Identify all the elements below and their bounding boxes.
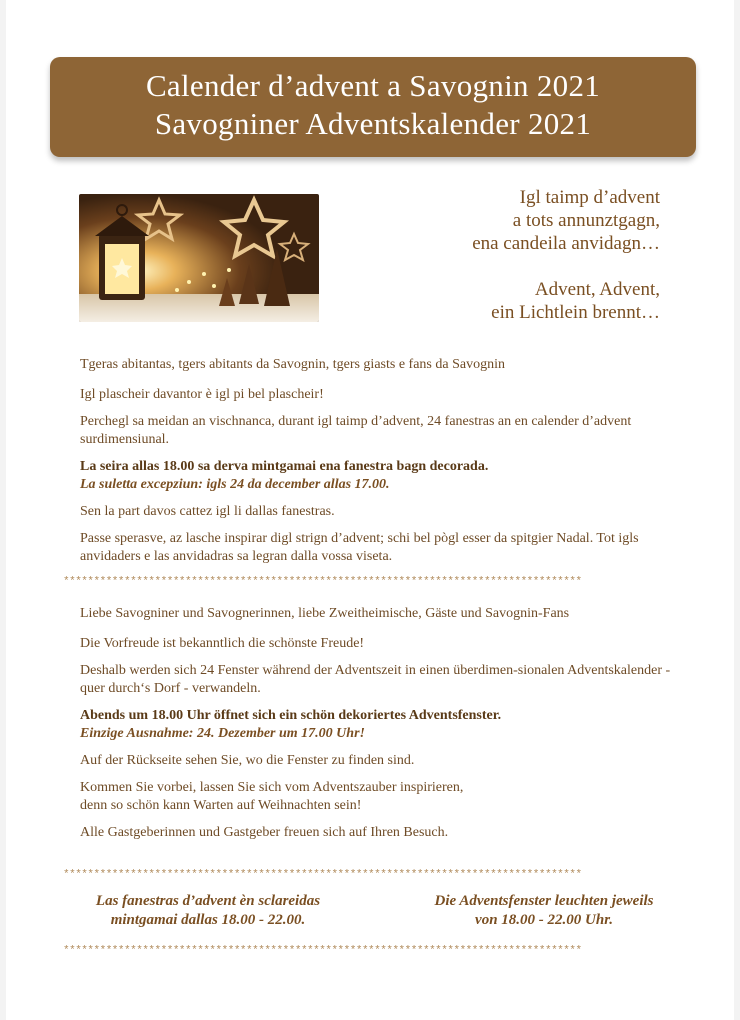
footer-german — [384, 892, 704, 930]
poem-line: Igl taimp d’advent — [519, 187, 660, 208]
footer-romansh — [58, 892, 358, 930]
german-paragraph: Alle Gastgeberinnen und Gastgeber freuen sich auf Ihren Besuch. — [80, 825, 449, 840]
german-paragraph: Auf der Rückseite sehen Sie, wo die Fenster zu finden sind. — [80, 753, 415, 768]
poem-line: a tots annunztgagn, — [512, 210, 660, 231]
advent-poem — [330, 186, 660, 324]
german-section — [80, 605, 680, 851]
german-greeting: Liebe Savogniner und Savognerinnen, liebe Zweitheimische, Gäste und Savognin-Fans — [80, 606, 570, 621]
flyer-page — [6, 0, 734, 1020]
german-paragraph — [80, 779, 680, 815]
footer-line: Las fanestras d’advent èn sclareidas — [95, 893, 321, 909]
german-line: denn so schön kann Warten auf Weihnachten sein! — [80, 798, 362, 813]
separator: ************************************************************************************* — [63, 945, 582, 957]
footer-line: Die Adventsfenster leuchten jeweils — [434, 893, 654, 909]
poem-line: Advent, Advent, — [534, 279, 660, 300]
lantern-with-stars-icon — [79, 194, 319, 322]
romansh-exception: La suletta excepziun: igls 24 da december allas 17.00. — [80, 477, 390, 492]
footer-line: von 18.00 - 22.00 Uhr. — [475, 912, 613, 928]
footer-line: mintgamai dallas 18.00 - 22.00. — [110, 912, 306, 928]
romansh-paragraph: Sen la part davos cattez igl li dallas fanestras. — [80, 504, 335, 519]
german-line: Kommen Sie vorbei, lassen Sie sich vom Adventszauber inspirieren, — [80, 780, 464, 795]
romansh-paragraph: Perchegl sa meidan an vischnanca, durant igl taimp d’advent, 24 fanestras an en calender d’advent surdimensiunal. — [80, 414, 632, 447]
title-german: Savogniner Adventskalender 2021 — [154, 106, 592, 141]
romansh-section — [80, 356, 680, 575]
separator: ************************************************************************************* — [63, 576, 582, 588]
title-romansh: Calender d’advent a Savognin 2021 — [145, 68, 601, 103]
german-paragraph: Deshalb werden sich 24 Fenster während der Adventszeit in einen überdimen-sionalen Adventskalender - quer durch‘s Dorf - verwandeln. — [80, 663, 671, 696]
german-exception: Einzige Ausnahme: 24. Dezember um 17.00 Uhr! — [80, 726, 365, 741]
romansh-paragraph: Passe sperasve, az lasche inspirar digl strign d’advent; schi bel pògl esser da spitgier Nadal. Tot igls anvidaders e las anvidadras sa legran dalla vossa viseta. — [80, 531, 639, 564]
title-banner — [50, 57, 696, 157]
poem-line: ein Lichtlein brennt… — [491, 302, 660, 323]
poem-line: ena candeila anvidagn… — [472, 233, 660, 254]
separator: ************************************************************************************* — [63, 869, 582, 881]
german-paragraph: Die Vorfreude ist bekanntlich die schönste Freude! — [80, 636, 365, 651]
romansh-paragraph: Igl plascheir davantor è igl pi bel plascheir! — [80, 387, 324, 402]
romansh-greeting: Tgeras abitantas, tgers abitants da Savognin, tgers giasts e fans da Savognin — [80, 357, 505, 372]
german-opening-time: Abends um 18.00 Uhr öffnet sich ein schön dekoriertes Adventsfenster. — [80, 708, 502, 723]
romansh-opening-time: La seira allas 18.00 sa derva mintgamai ena fanestra bagn decorada. — [80, 459, 489, 474]
